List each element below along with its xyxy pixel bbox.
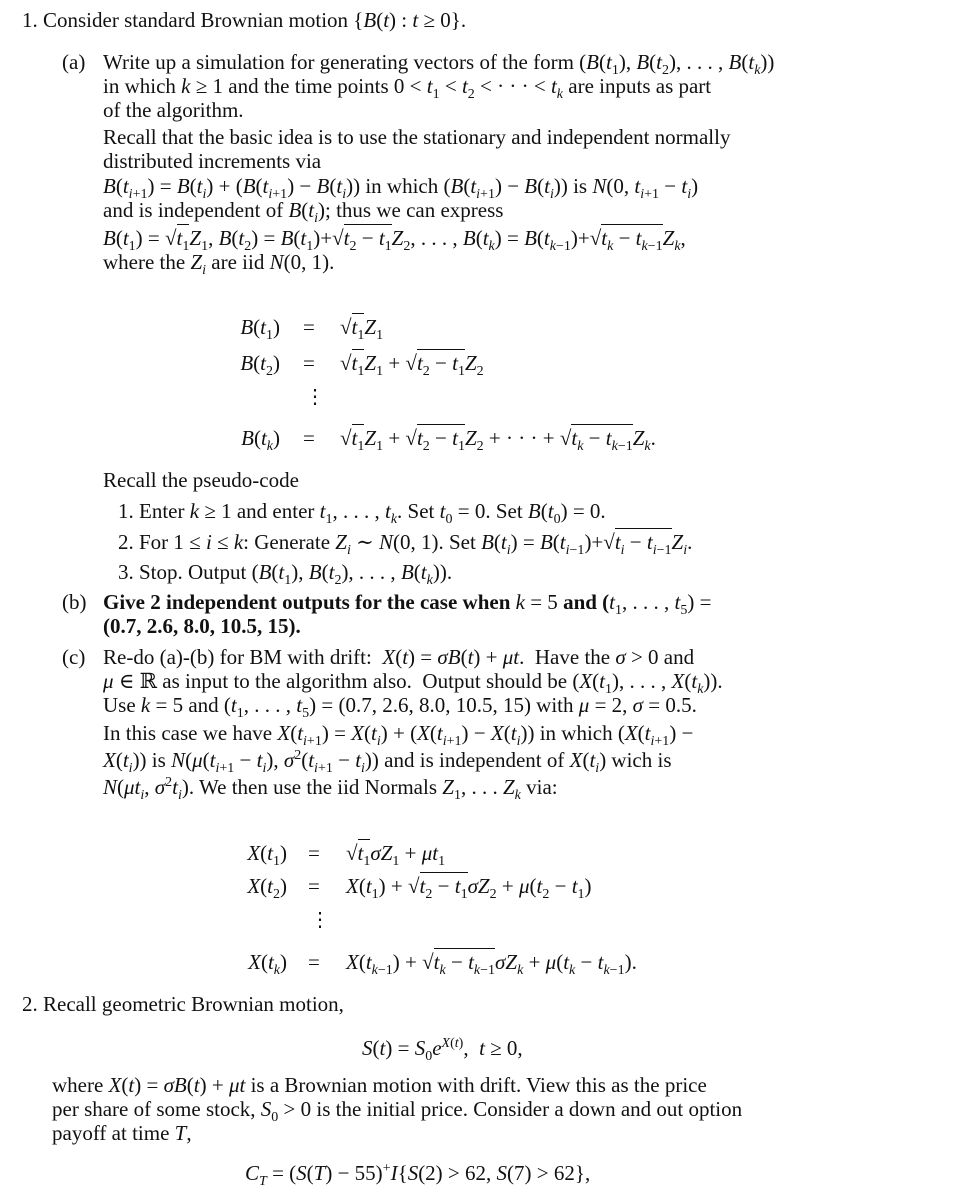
pseudo-step-2: 2. For 1 ≤ i ≤ k: Generate $Z_i$ ∼ N(0, 1). Set $B(t_i) = B(t_{i-1})+√t_i - t_{i-1}Z_i$.: [118, 530, 693, 559]
part-a-line-8: $B(t_1) = √t_1Z_1$, $B(t_2) = B(t_1)+√t_2 - t_1Z_2$, . . . , $B(t_k) = B(t_{k-1})+√t_k - t_{k-1}Z_k$,: [103, 226, 686, 255]
eq-c-vdots: ⋮: [310, 909, 330, 931]
payoff-equation: $C_T = (S(T) - 55)^+I\{S(2) > 62$, S(7) > 62},: [245, 1161, 591, 1190]
part-c-line-4: In this case we have $X(t_{i+1}) = X(t_i) + (X(t_{i+1}) - X(t_i))$ in which ($X(t_{i+1})$ −: [103, 721, 694, 750]
part-a-line-9: where the $Z_i$ are iid N(0, 1).: [103, 250, 335, 279]
problem-2-line-2: per share of some stock, $S_0 > 0$ is the initial price. Consider a down and out option: [52, 1097, 743, 1126]
part-c-line-6: $N(\mu t_i$, $\sigma^2t_i$). We then use the iid Normals $Z_1$, . . . $Z_k$ via:: [103, 775, 558, 804]
pseudo-step-1: 1. Enter k ≥ 1 and enter $t_1$, . . . , $t_k$. Set $t_0 = 0$. Set $B(t_0) = 0$.: [118, 499, 606, 528]
eq-c-2-lhs: $X(t_2)$: [247, 874, 287, 903]
part-a-line-7: and is independent of $B(t_i)$; thus we can express: [103, 198, 504, 227]
eq-a-2-rhs: $√t_1Z_1 + √t_2 - t_1Z_2$: [340, 351, 484, 380]
eq-c-1-rhs: $√t_1\sigma Z_1 + \mu t_1$: [346, 841, 446, 870]
eq-c-3-rhs: $X(t_{k-1}) + √t_k - t_{k-1}\sigma Z_k + \mu(t_k - t_{k-1})$.: [346, 950, 637, 979]
part-b-line-1: Give 2 independent outputs for the case when k = 5 and ($t_1$, . . . , $t_5$) =: [103, 590, 712, 619]
part-b-line-2: (0.7, 2.6, 8.0, 10.5, 15).: [103, 614, 301, 638]
eq-c-2-rhs: $X(t_1) + √t_2 - t_1\sigma Z_2 + \mu(t_2 - t_1)$: [346, 874, 592, 903]
part-label: (a): [62, 50, 86, 74]
eq-a-vdots: ⋮: [305, 386, 325, 408]
part-a-line-2: in which k ≥ 1 and the time points $0 < t_1 < t_2$ < · · · < $t_k$ are inputs as part: [103, 74, 712, 103]
pseudo-code-title: Recall the pseudo-code: [103, 468, 299, 492]
problem-2-line-3: payoff at time T,: [52, 1121, 192, 1145]
eq-a-1-lhs: $B(t_1)$: [240, 315, 280, 344]
part-label: (b): [62, 590, 87, 614]
part-a-line-1: Write up a simulation for generating vectors of the form ($B(t_1)$, $B(t_2)$, . . . , $B(t_k)$): [103, 50, 775, 79]
part-c-line-1: Re-do (a)-(b) for BM with drift: X(t) = σB(t) + μt. Have the σ > 0 and: [103, 645, 695, 669]
part-a-line-4: Recall that the basic idea is to use the stationary and independent normally: [103, 125, 731, 149]
part-a-line-3: of the algorithm.: [103, 98, 244, 122]
problem-number: 2.: [22, 992, 38, 1016]
problem-2-heading: [22, 992, 344, 1016]
eq-c-3-lhs: $X(t_k)$: [248, 950, 287, 979]
eq-a-1-equals: =: [303, 315, 315, 339]
eq-a-3-lhs: $B(t_k)$: [241, 426, 280, 455]
problem-intro: Recall geometric Brownian motion,: [43, 992, 344, 1016]
problem-2-line-1: where X(t) = σB(t) + μt is a Brownian motion with drift. View this as the price: [52, 1073, 707, 1097]
gbm-equation: $S(t) = S_0e^{X(t)}$, t ≥ 0,: [362, 1036, 523, 1065]
part-a-line-5: distributed increments via: [103, 149, 322, 173]
eq-c-3-equals: =: [308, 950, 320, 974]
eq-a-2-lhs: $B(t_2)$: [240, 351, 280, 380]
part-c-line-5: $X(t_i)$) is $N(\mu(t_{i+1} - t_i)$, $\sigma^2(t_{i+1} - t_i)$) and is independent of $X(t_i)$ wich is: [103, 748, 672, 777]
eq-c-1-equals: =: [308, 841, 320, 865]
part-a-line-6: $B(t_{i+1}) = B(t_i) + (B(t_{i+1}) - B(t_i))$ in which $(B(t_{i+1}) - B(t_i))$ is N(0, $t_{i+1} - t_i$): [103, 174, 699, 203]
part-c-line-2: μ ∈ ℝ as input to the algorithm also. Output should be ($X(t_1)$, . . . , $X(t_k)$).: [103, 669, 723, 698]
eq-c-1-lhs: $X(t_1)$: [247, 841, 287, 870]
eq-c-2-equals: =: [308, 874, 320, 898]
eq-a-3-rhs: $√t_1Z_1 + √t_2 - t_1Z_2$ + · · · + $√t_k - t_{k-1}Z_k$.: [340, 426, 656, 455]
eq-a-3-equals: =: [303, 426, 315, 450]
problem-intro: Consider standard Brownian motion {B(t) : t ≥ 0}.: [43, 8, 467, 32]
problem-1-heading: [22, 8, 466, 32]
part-label: (c): [62, 645, 86, 669]
part-c-line-3: Use k = 5 and ($t_1$, . . . , $t_5) = (0.7$, 2.6, 8.0, 10.5, 15) with μ = 2, σ = 0.5.: [103, 693, 697, 722]
eq-a-1-rhs: $√t_1Z_1$: [340, 315, 384, 344]
eq-a-2-equals: =: [303, 351, 315, 375]
pseudo-step-3: 3. Stop. Output ($B(t_1)$, $B(t_2)$, . . . , $B(t_k)$).: [118, 560, 453, 589]
problem-number: 1.: [22, 8, 38, 32]
